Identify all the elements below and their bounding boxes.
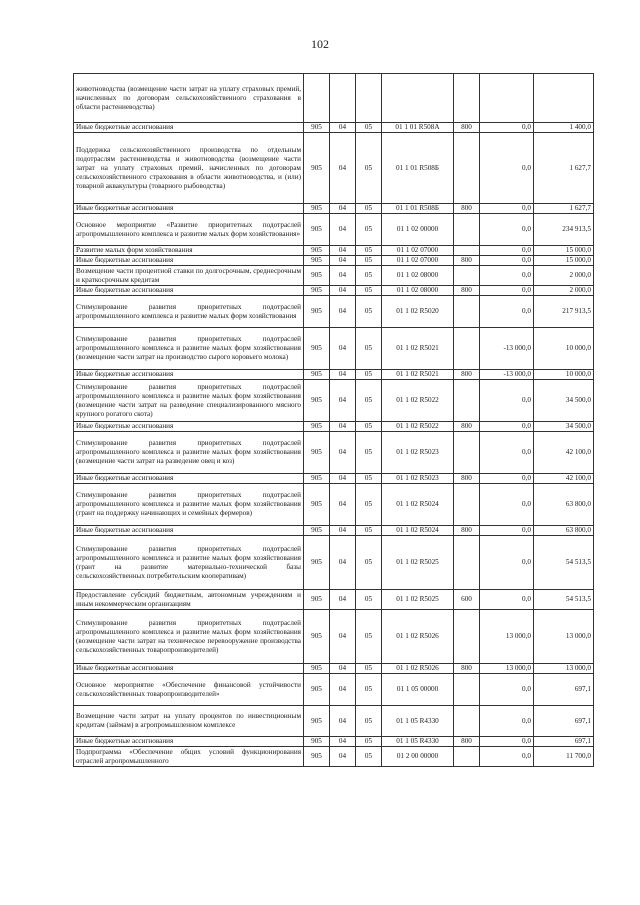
expense-type: 800 xyxy=(454,422,480,432)
amount-total: 15 000,0 xyxy=(534,256,594,266)
section-code: 04 xyxy=(330,526,356,536)
amount-change: 0,0 xyxy=(480,214,534,246)
amount-total: 2 000,0 xyxy=(534,266,594,286)
amount-change: 0,0 xyxy=(480,737,534,747)
subsection-code: 05 xyxy=(356,610,382,664)
section-code: 04 xyxy=(330,706,356,737)
amount-total: 15 000,0 xyxy=(534,246,594,256)
target-article: 01 1 02 07000 xyxy=(382,246,454,256)
expense-type xyxy=(454,296,480,328)
table-row xyxy=(74,286,594,296)
ministry-code: 905 xyxy=(304,664,330,674)
amount-total: 697,1 xyxy=(534,706,594,737)
subsection-code: 05 xyxy=(356,246,382,256)
ministry-code: 905 xyxy=(304,526,330,536)
subsection-code: 05 xyxy=(356,422,382,432)
subsection-code: 05 xyxy=(356,286,382,296)
expense-type xyxy=(454,380,480,422)
expense-type xyxy=(454,266,480,286)
table-row xyxy=(74,370,594,380)
amount-total: 217 913,5 xyxy=(534,296,594,328)
section-code: 04 xyxy=(330,737,356,747)
ministry-code: 905 xyxy=(304,256,330,266)
expense-type xyxy=(454,536,480,590)
expense-type xyxy=(454,133,480,204)
subsection-code: 05 xyxy=(356,484,382,526)
subsection-code: 05 xyxy=(356,706,382,737)
section-code: 04 xyxy=(330,536,356,590)
row-name: Иные бюджетные ассигнования xyxy=(74,370,304,380)
amount-change: -13 000,0 xyxy=(480,328,534,370)
amount-change: 0,0 xyxy=(480,123,534,133)
amount-total: 13 000,0 xyxy=(534,664,594,674)
section-code: 04 xyxy=(330,296,356,328)
target-article: 01 1 02 R5024 xyxy=(382,526,454,536)
ministry-code: 905 xyxy=(304,706,330,737)
expense-type: 800 xyxy=(454,286,480,296)
expense-type xyxy=(454,706,480,737)
target-article: 01 1 02 R5024 xyxy=(382,484,454,526)
amount-total: 42 100,0 xyxy=(534,474,594,484)
ministry-code: 905 xyxy=(304,133,330,204)
table-row xyxy=(74,422,594,432)
row-name: Предоставление субсидий бюджетным, автономным учреждениям и иным некоммерческим организациям xyxy=(74,590,304,610)
table-row xyxy=(74,536,594,590)
amount-total: 34 500,0 xyxy=(534,422,594,432)
table-row xyxy=(74,474,594,484)
ministry-code xyxy=(304,74,330,123)
table-row xyxy=(74,328,594,370)
amount-total: 54 513,5 xyxy=(534,590,594,610)
amount-change: 13 000,0 xyxy=(480,664,534,674)
subsection-code: 05 xyxy=(356,328,382,370)
section-code: 04 xyxy=(330,432,356,474)
section-code: 04 xyxy=(330,246,356,256)
expense-type: 800 xyxy=(454,526,480,536)
subsection-code: 05 xyxy=(356,674,382,706)
table-row xyxy=(74,526,594,536)
ministry-code: 905 xyxy=(304,204,330,214)
amount-change: 0,0 xyxy=(480,422,534,432)
amount-change: 0,0 xyxy=(480,380,534,422)
table-row xyxy=(74,432,594,474)
target-article: 01 1 01 R508Б xyxy=(382,133,454,204)
table-row xyxy=(74,256,594,266)
section-code: 04 xyxy=(330,286,356,296)
ministry-code: 905 xyxy=(304,123,330,133)
subsection-code: 05 xyxy=(356,133,382,204)
amount-total: 1 627,7 xyxy=(534,133,594,204)
expense-type xyxy=(454,74,480,123)
amount-change: 0,0 xyxy=(480,536,534,590)
ministry-code: 905 xyxy=(304,286,330,296)
section-code: 04 xyxy=(330,328,356,370)
amount-total: 1 627,7 xyxy=(534,204,594,214)
table-body xyxy=(74,74,594,767)
table-row xyxy=(74,747,594,767)
ministry-code: 905 xyxy=(304,747,330,767)
amount-total: 13 000,0 xyxy=(534,610,594,664)
section-code: 04 xyxy=(330,214,356,246)
table-row xyxy=(74,674,594,706)
row-name: Подпрограмма «Обеспечение общих условий функционирования отраслей агропромышленного xyxy=(74,747,304,767)
subsection-code: 05 xyxy=(356,747,382,767)
page-number: 102 xyxy=(311,37,329,51)
table-row xyxy=(74,246,594,256)
ministry-code: 905 xyxy=(304,214,330,246)
amount-total: 63 800,0 xyxy=(534,526,594,536)
section-code: 04 xyxy=(330,610,356,664)
table-row xyxy=(74,590,594,610)
row-name: Стимулирование развития приоритетных подотраслей агропромышленного комплекса и развитие малых форм хозяйствования (грант на развитие материально-технической базы сельскохозяйственных потребительским кооперативам) xyxy=(74,536,304,590)
target-article: 01 1 02 R5025 xyxy=(382,590,454,610)
expense-type: 800 xyxy=(454,474,480,484)
row-name: Иные бюджетные ассигнования xyxy=(74,123,304,133)
ministry-code: 905 xyxy=(304,370,330,380)
target-article: 01 1 02 R5026 xyxy=(382,664,454,674)
amount-change: 0,0 xyxy=(480,706,534,737)
row-name: Стимулирование развития приоритетных подотраслей агропромышленного комплекса и развитие малых форм хозяйствования (грант на поддержку начинающих и семейных фермеров) xyxy=(74,484,304,526)
amount-change: 0,0 xyxy=(480,526,534,536)
budget-table xyxy=(73,73,594,767)
subsection-code: 05 xyxy=(356,204,382,214)
row-name: Возмещение части затрат на уплату процентов по инвестиционным кредитам (займам) в агропромышленном комплексе xyxy=(74,706,304,737)
expense-type xyxy=(454,484,480,526)
expense-type: 800 xyxy=(454,370,480,380)
expense-type xyxy=(454,610,480,664)
amount-change: 0,0 xyxy=(480,256,534,266)
amount-total: 697,1 xyxy=(534,737,594,747)
target-article: 01 1 02 R5025 xyxy=(382,536,454,590)
row-name: Стимулирование развития приоритетных подотраслей агропромышленного комплекса и развитие малых форм хозяйствования (возмещение части затрат на техническое перевооружение производства сельскохозяйственных товаропроизводителей) xyxy=(74,610,304,664)
subsection-code: 05 xyxy=(356,123,382,133)
amount-total: 10 000,0 xyxy=(534,370,594,380)
section-code: 04 xyxy=(330,474,356,484)
row-name: Иные бюджетные ассигнования xyxy=(74,474,304,484)
amount-change: -13 000,0 xyxy=(480,370,534,380)
ministry-code: 905 xyxy=(304,246,330,256)
ministry-code: 905 xyxy=(304,328,330,370)
subsection-code: 05 xyxy=(356,432,382,474)
section-code: 04 xyxy=(330,747,356,767)
subsection-code: 05 xyxy=(356,266,382,286)
subsection-code xyxy=(356,74,382,123)
target-article: 01 2 00 00000 xyxy=(382,747,454,767)
row-name: Иные бюджетные ассигнования xyxy=(74,204,304,214)
target-article xyxy=(382,74,454,123)
table-row xyxy=(74,610,594,664)
target-article: 01 1 02 08000 xyxy=(382,266,454,286)
amount-change: 0,0 xyxy=(480,590,534,610)
amount-change: 0,0 xyxy=(480,674,534,706)
subsection-code: 05 xyxy=(356,590,382,610)
target-article: 01 1 01 R508А xyxy=(382,123,454,133)
expense-type xyxy=(454,214,480,246)
ministry-code: 905 xyxy=(304,296,330,328)
section-code: 04 xyxy=(330,590,356,610)
row-name: Стимулирование развития приоритетных подотраслей агропромышленного комплекса и развитие малых форм хозяйствования (возмещение части затрат на производство сырого коровьего молока) xyxy=(74,328,304,370)
target-article: 01 1 01 R508Б xyxy=(382,204,454,214)
table-row xyxy=(74,380,594,422)
row-name: Иные бюджетные ассигнования xyxy=(74,422,304,432)
amount-change: 0,0 xyxy=(480,246,534,256)
subsection-code: 05 xyxy=(356,474,382,484)
target-article: 01 1 02 R5023 xyxy=(382,474,454,484)
target-article: 01 1 05 00000 xyxy=(382,674,454,706)
expense-type xyxy=(454,747,480,767)
amount-change: 0,0 xyxy=(480,266,534,286)
row-name: Иные бюджетные ассигнования xyxy=(74,664,304,674)
target-article: 01 1 02 R5026 xyxy=(382,610,454,664)
amount-change: 0,0 xyxy=(480,484,534,526)
section-code: 04 xyxy=(330,266,356,286)
subsection-code: 05 xyxy=(356,737,382,747)
amount-total: 11 700,0 xyxy=(534,747,594,767)
amount-change: 0,0 xyxy=(480,432,534,474)
row-name: Основное мероприятие «Обеспечение финансовой устойчивости сельскохозяйственных товаропроизводителей» xyxy=(74,674,304,706)
ministry-code: 905 xyxy=(304,484,330,526)
expense-type: 800 xyxy=(454,123,480,133)
amount-total: 2 000,0 xyxy=(534,286,594,296)
expense-type: 800 xyxy=(454,204,480,214)
ministry-code: 905 xyxy=(304,422,330,432)
table-row xyxy=(74,484,594,526)
amount-total: 63 800,0 xyxy=(534,484,594,526)
section-code xyxy=(330,74,356,123)
target-article: 01 1 05 R4330 xyxy=(382,737,454,747)
target-article: 01 1 02 07000 xyxy=(382,256,454,266)
amount-change: 13 000,0 xyxy=(480,610,534,664)
subsection-code: 05 xyxy=(356,214,382,246)
section-code: 04 xyxy=(330,123,356,133)
subsection-code: 05 xyxy=(356,380,382,422)
amount-total: 1 400,0 xyxy=(534,123,594,133)
amount-change: 0,0 xyxy=(480,286,534,296)
table-row xyxy=(74,266,594,286)
subsection-code: 05 xyxy=(356,256,382,266)
target-article: 01 1 02 R5023 xyxy=(382,432,454,474)
amount-change: 0,0 xyxy=(480,204,534,214)
target-article: 01 1 02 00000 xyxy=(382,214,454,246)
expense-type: 800 xyxy=(454,664,480,674)
ministry-code: 905 xyxy=(304,380,330,422)
target-article: 01 1 02 R5022 xyxy=(382,380,454,422)
row-name: Иные бюджетные ассигнования xyxy=(74,737,304,747)
row-name: Основное мероприятие «Развитие приоритетных подотраслей агропромышленного комплекса и развитие малых форм хозяйствования» xyxy=(74,214,304,246)
expense-type: 600 xyxy=(454,590,480,610)
amount-total: 54 513,5 xyxy=(534,536,594,590)
section-code: 04 xyxy=(330,256,356,266)
section-code: 04 xyxy=(330,380,356,422)
subsection-code: 05 xyxy=(356,536,382,590)
amount-change: 0,0 xyxy=(480,474,534,484)
amount-change: 0,0 xyxy=(480,747,534,767)
amount-total: 34 500,0 xyxy=(534,380,594,422)
row-name: Стимулирование развития приоритетных подотраслей агропромышленного комплекса и развитие малых форм хозяйствования xyxy=(74,296,304,328)
amount-total: 697,1 xyxy=(534,674,594,706)
table-row xyxy=(74,214,594,246)
section-code: 04 xyxy=(330,133,356,204)
row-name: Иные бюджетные ассигнования xyxy=(74,526,304,536)
subsection-code: 05 xyxy=(356,664,382,674)
amount-total: 42 100,0 xyxy=(534,432,594,474)
expense-type: 800 xyxy=(454,737,480,747)
section-code: 04 xyxy=(330,664,356,674)
table-row xyxy=(74,74,594,123)
target-article: 01 1 02 R5021 xyxy=(382,328,454,370)
expense-type xyxy=(454,328,480,370)
row-name: Поддержка сельскохозяйственного производства по отдельным подотраслям растениеводства и животноводства (возмещение части затрат на уплату страховых премий, начисленных по договорам сельскохозяйственного страхования в области животноводства, и (или) товарной аквакультуры (товарного рыбоводства) xyxy=(74,133,304,204)
ministry-code: 905 xyxy=(304,590,330,610)
amount-total: 10 000,0 xyxy=(534,328,594,370)
row-name: животноводства (возмещение части затрат на уплату страховых премий, начисленных по договорам сельскохозяйственного страхования в области растениеводства) xyxy=(74,74,304,123)
section-code: 04 xyxy=(330,674,356,706)
table-row xyxy=(74,204,594,214)
target-article: 01 1 02 R5021 xyxy=(382,370,454,380)
expense-type xyxy=(454,674,480,706)
ministry-code: 905 xyxy=(304,474,330,484)
expense-type xyxy=(454,246,480,256)
section-code: 04 xyxy=(330,484,356,526)
amount-change: 0,0 xyxy=(480,133,534,204)
amount-change: 0,0 xyxy=(480,296,534,328)
ministry-code: 905 xyxy=(304,737,330,747)
subsection-code: 05 xyxy=(356,370,382,380)
ministry-code: 905 xyxy=(304,432,330,474)
row-name: Иные бюджетные ассигнования xyxy=(74,286,304,296)
target-article: 01 1 05 R4330 xyxy=(382,706,454,737)
table-row xyxy=(74,706,594,737)
target-article: 01 1 02 R5020 xyxy=(382,296,454,328)
section-code: 04 xyxy=(330,370,356,380)
row-name: Развитие малых форм хозяйствования xyxy=(74,246,304,256)
ministry-code: 905 xyxy=(304,610,330,664)
ministry-code: 905 xyxy=(304,266,330,286)
target-article: 01 1 02 R5022 xyxy=(382,422,454,432)
expense-type: 800 xyxy=(454,256,480,266)
row-name: Стимулирование развития приоритетных подотраслей агропромышленного комплекса и развитие малых форм хозяйствования (возмещение части затрат на разведение специализированного мясного крупного рогатого скота) xyxy=(74,380,304,422)
ministry-code: 905 xyxy=(304,674,330,706)
table-row xyxy=(74,737,594,747)
expense-type xyxy=(454,432,480,474)
row-name: Возмещение части процентной ставки по долгосрочным, среднесрочным и краткосрочным кредитам xyxy=(74,266,304,286)
table-row xyxy=(74,664,594,674)
subsection-code: 05 xyxy=(356,526,382,536)
ministry-code: 905 xyxy=(304,536,330,590)
amount-change xyxy=(480,74,534,123)
target-article: 01 1 02 08000 xyxy=(382,286,454,296)
table-row xyxy=(74,296,594,328)
section-code: 04 xyxy=(330,422,356,432)
row-name: Стимулирование развития приоритетных подотраслей агропромышленного комплекса и развитие малых форм хозяйствования (возмещение части затрат на разведение овец и коз) xyxy=(74,432,304,474)
row-name: Иные бюджетные ассигнования xyxy=(74,256,304,266)
section-code: 04 xyxy=(330,204,356,214)
amount-total: 234 913,5 xyxy=(534,214,594,246)
table-row xyxy=(74,133,594,204)
subsection-code: 05 xyxy=(356,296,382,328)
table-row xyxy=(74,123,594,133)
amount-total xyxy=(534,74,594,123)
